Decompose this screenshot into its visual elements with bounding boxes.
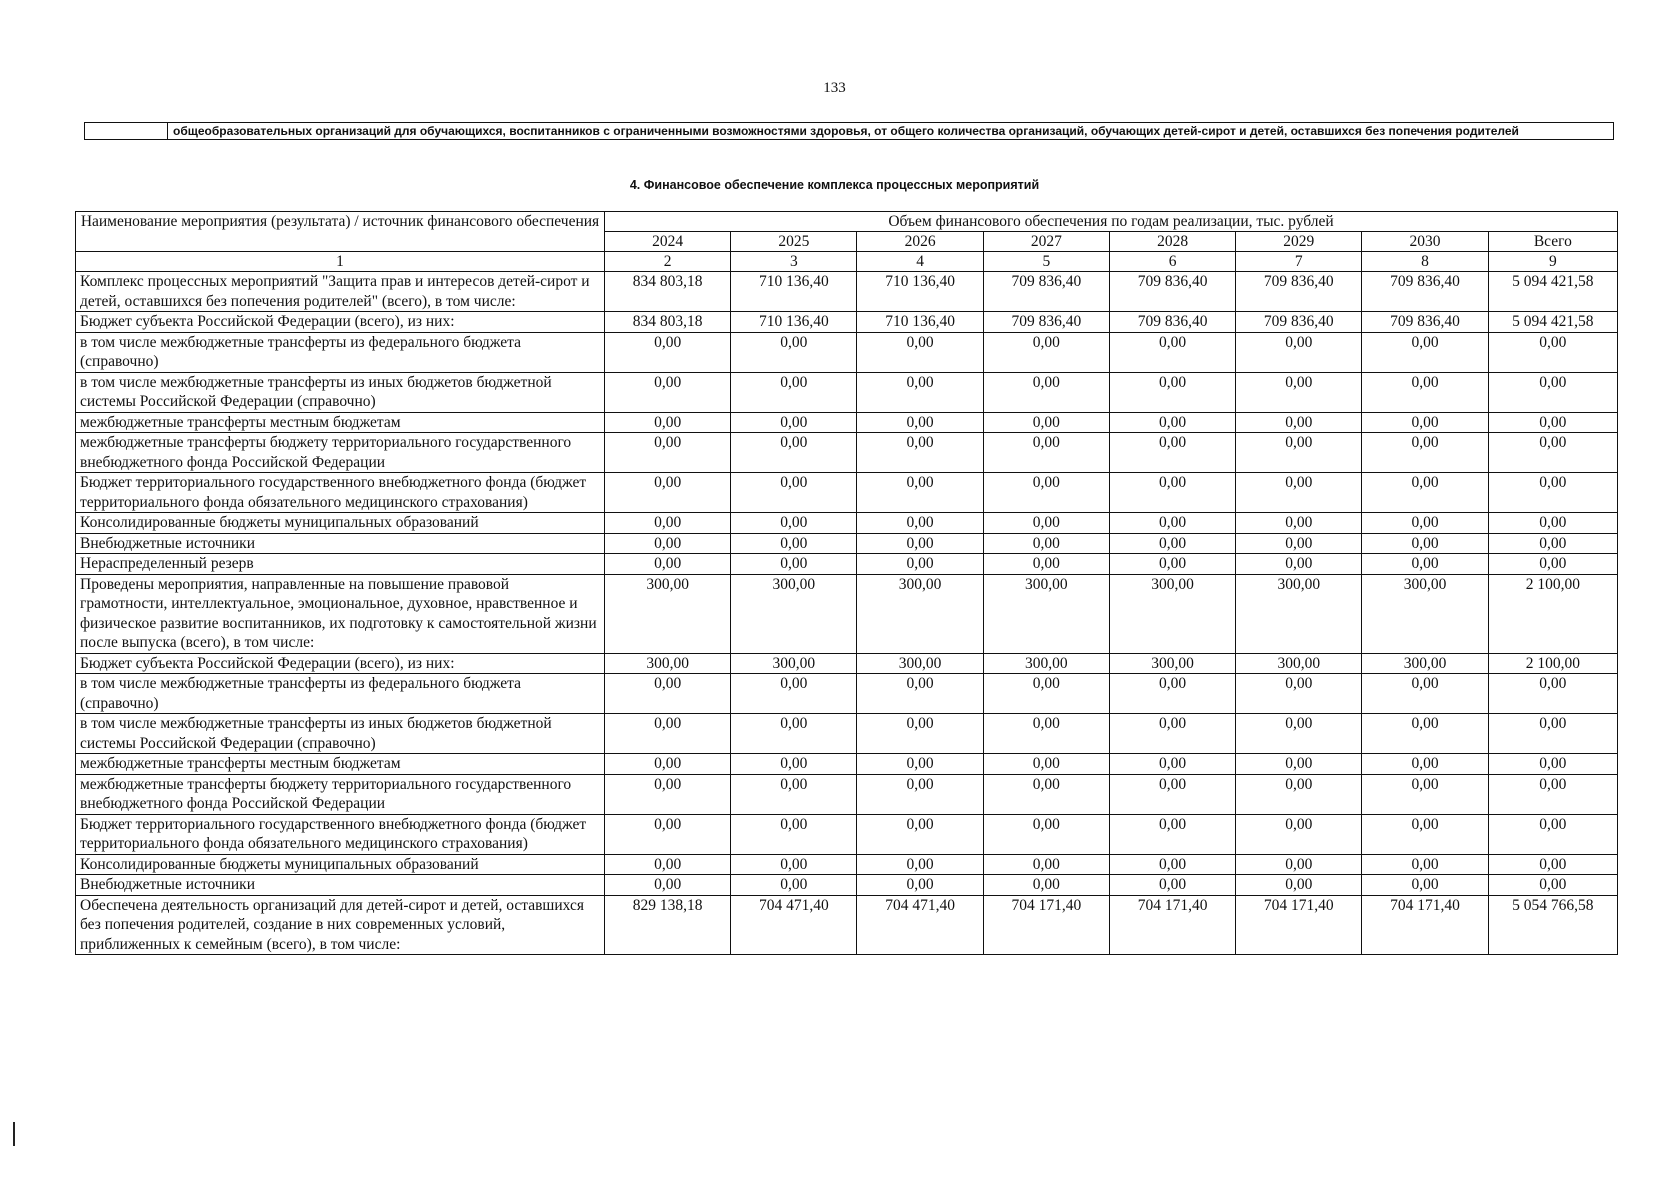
row-value-cell: 0,00 bbox=[1236, 875, 1362, 896]
row-value-cell: 0,00 bbox=[1236, 774, 1362, 814]
column-number-cell: 2 bbox=[605, 252, 731, 272]
row-total-cell: 0,00 bbox=[1488, 412, 1617, 433]
row-value-cell: 300,00 bbox=[1109, 653, 1235, 674]
row-value-cell: 0,00 bbox=[731, 412, 857, 433]
row-total-cell: 0,00 bbox=[1488, 554, 1617, 575]
header-total-cell: Всего bbox=[1488, 232, 1617, 252]
table-row bbox=[76, 332, 1618, 372]
table-row bbox=[76, 513, 1618, 534]
row-value-cell: 0,00 bbox=[731, 433, 857, 473]
column-number-cell: 9 bbox=[1488, 252, 1617, 272]
row-name-cell: в том числе межбюджетные трансферты из федерального бюджета (справочно) bbox=[76, 332, 605, 372]
row-value-cell: 0,00 bbox=[1236, 433, 1362, 473]
row-total-cell: 0,00 bbox=[1488, 513, 1617, 534]
table-row bbox=[76, 372, 1618, 412]
row-value-cell: 0,00 bbox=[857, 854, 983, 875]
row-value-cell: 0,00 bbox=[731, 473, 857, 513]
row-total-cell: 0,00 bbox=[1488, 332, 1617, 372]
row-value-cell: 0,00 bbox=[605, 875, 731, 896]
row-value-cell: 300,00 bbox=[1362, 653, 1488, 674]
row-value-cell: 0,00 bbox=[1362, 433, 1488, 473]
row-value-cell: 0,00 bbox=[605, 674, 731, 714]
table-row bbox=[76, 895, 1618, 955]
row-value-cell: 0,00 bbox=[983, 372, 1109, 412]
row-value-cell: 0,00 bbox=[857, 513, 983, 534]
table-row bbox=[76, 754, 1618, 775]
row-name-cell: межбюджетные трансферты бюджету территориального государственного внебюджетного фонда Российской Федерации bbox=[76, 774, 605, 814]
row-value-cell: 0,00 bbox=[1109, 473, 1235, 513]
row-value-cell: 0,00 bbox=[1236, 473, 1362, 513]
row-value-cell: 300,00 bbox=[1236, 574, 1362, 653]
row-value-cell: 0,00 bbox=[1236, 814, 1362, 854]
row-value-cell: 0,00 bbox=[1362, 875, 1488, 896]
row-value-cell: 0,00 bbox=[1236, 513, 1362, 534]
row-value-cell: 0,00 bbox=[1362, 533, 1488, 554]
row-name-cell: Нераспределенный резерв bbox=[76, 554, 605, 575]
row-value-cell: 0,00 bbox=[605, 754, 731, 775]
table-row bbox=[76, 554, 1618, 575]
row-value-cell: 0,00 bbox=[983, 714, 1109, 754]
row-value-cell: 0,00 bbox=[857, 875, 983, 896]
row-value-cell: 709 836,40 bbox=[1109, 272, 1235, 312]
column-number-cell: 4 bbox=[857, 252, 983, 272]
row-total-cell: 0,00 bbox=[1488, 854, 1617, 875]
table-row bbox=[76, 473, 1618, 513]
row-value-cell: 0,00 bbox=[983, 774, 1109, 814]
row-value-cell: 300,00 bbox=[983, 574, 1109, 653]
row-value-cell: 0,00 bbox=[1109, 533, 1235, 554]
row-value-cell: 0,00 bbox=[1362, 554, 1488, 575]
header-year-cell: 2026 bbox=[857, 232, 983, 252]
row-value-cell: 0,00 bbox=[1236, 412, 1362, 433]
row-value-cell: 0,00 bbox=[1109, 433, 1235, 473]
row-value-cell: 0,00 bbox=[1109, 513, 1235, 534]
page-number: 133 bbox=[823, 80, 846, 96]
column-number-cell: 5 bbox=[983, 252, 1109, 272]
row-value-cell: 709 836,40 bbox=[1236, 272, 1362, 312]
row-total-cell: 0,00 bbox=[1488, 814, 1617, 854]
row-value-cell: 0,00 bbox=[983, 332, 1109, 372]
row-value-cell: 709 836,40 bbox=[1236, 312, 1362, 333]
row-value-cell: 0,00 bbox=[605, 714, 731, 754]
row-value-cell: 709 836,40 bbox=[1362, 272, 1488, 312]
row-value-cell: 0,00 bbox=[983, 433, 1109, 473]
row-value-cell: 704 471,40 bbox=[731, 895, 857, 955]
row-name-cell: в том числе межбюджетные трансферты из иных бюджетов бюджетной системы Российской Федерации (справочно) bbox=[76, 372, 605, 412]
row-value-cell: 0,00 bbox=[1362, 754, 1488, 775]
row-value-cell: 0,00 bbox=[1362, 814, 1488, 854]
row-value-cell: 0,00 bbox=[731, 854, 857, 875]
row-value-cell: 300,00 bbox=[857, 574, 983, 653]
row-value-cell: 0,00 bbox=[1109, 412, 1235, 433]
row-value-cell: 710 136,40 bbox=[857, 312, 983, 333]
column-number-cell: 8 bbox=[1362, 252, 1488, 272]
row-name-cell: Комплекс процессных мероприятий "Защита прав и интересов детей-сирот и детей, оставшихся без попечения родителей" (всего), в том числе: bbox=[76, 272, 605, 312]
row-value-cell: 0,00 bbox=[983, 412, 1109, 433]
row-value-cell: 709 836,40 bbox=[1362, 312, 1488, 333]
table-row bbox=[76, 854, 1618, 875]
column-numbers-row bbox=[76, 252, 1618, 272]
row-value-cell: 704 471,40 bbox=[857, 895, 983, 955]
header-name-cell: Наименование мероприятия (результата) / источник финансового обеспечения bbox=[76, 212, 605, 252]
row-value-cell: 0,00 bbox=[857, 433, 983, 473]
row-name-cell: Внебюджетные источники bbox=[76, 533, 605, 554]
margin-mark bbox=[13, 1122, 15, 1146]
continuation-row bbox=[85, 123, 1614, 140]
section-title: 4. Финансовое обеспечение комплекса процессных мероприятий bbox=[629, 178, 1040, 192]
row-value-cell: 300,00 bbox=[1236, 653, 1362, 674]
row-value-cell: 834 803,18 bbox=[605, 272, 731, 312]
table-row bbox=[76, 774, 1618, 814]
table-row bbox=[76, 433, 1618, 473]
table-row bbox=[76, 272, 1618, 312]
row-value-cell: 0,00 bbox=[1236, 714, 1362, 754]
row-total-cell: 2 100,00 bbox=[1488, 653, 1617, 674]
row-value-cell: 0,00 bbox=[605, 433, 731, 473]
row-value-cell: 0,00 bbox=[1109, 814, 1235, 854]
row-value-cell: 0,00 bbox=[1236, 332, 1362, 372]
row-total-cell: 0,00 bbox=[1488, 372, 1617, 412]
financing-table-body bbox=[76, 212, 1618, 955]
row-value-cell: 0,00 bbox=[1109, 332, 1235, 372]
row-total-cell: 0,00 bbox=[1488, 774, 1617, 814]
row-name-cell: Бюджет территориального государственного внебюджетного фонда (бюджет территориального фонда обязательного медицинского страхования) bbox=[76, 473, 605, 513]
row-value-cell: 0,00 bbox=[1236, 674, 1362, 714]
row-value-cell: 709 836,40 bbox=[1109, 312, 1235, 333]
table-row bbox=[76, 714, 1618, 754]
row-value-cell: 0,00 bbox=[605, 372, 731, 412]
row-value-cell: 0,00 bbox=[1109, 754, 1235, 775]
financing-table bbox=[75, 211, 1618, 955]
row-value-cell: 0,00 bbox=[983, 533, 1109, 554]
row-value-cell: 0,00 bbox=[731, 332, 857, 372]
row-total-cell: 0,00 bbox=[1488, 533, 1617, 554]
continuation-empty-cell bbox=[85, 123, 168, 140]
row-value-cell: 710 136,40 bbox=[731, 312, 857, 333]
row-value-cell: 0,00 bbox=[983, 473, 1109, 513]
row-value-cell: 0,00 bbox=[1362, 774, 1488, 814]
header-year-cell: 2027 bbox=[983, 232, 1109, 252]
row-name-cell: в том числе межбюджетные трансферты из федерального бюджета (справочно) bbox=[76, 674, 605, 714]
row-total-cell: 0,00 bbox=[1488, 875, 1617, 896]
header-year-cell: 2028 bbox=[1109, 232, 1235, 252]
row-value-cell: 0,00 bbox=[731, 714, 857, 754]
row-value-cell: 0,00 bbox=[605, 774, 731, 814]
row-value-cell: 0,00 bbox=[1109, 774, 1235, 814]
row-value-cell: 0,00 bbox=[857, 533, 983, 554]
row-value-cell: 0,00 bbox=[1109, 714, 1235, 754]
row-value-cell: 0,00 bbox=[1109, 372, 1235, 412]
row-value-cell: 0,00 bbox=[605, 513, 731, 534]
row-value-cell: 0,00 bbox=[1109, 554, 1235, 575]
row-value-cell: 300,00 bbox=[605, 574, 731, 653]
row-value-cell: 0,00 bbox=[731, 814, 857, 854]
row-value-cell: 0,00 bbox=[983, 513, 1109, 534]
column-number-cell: 7 bbox=[1236, 252, 1362, 272]
row-value-cell: 710 136,40 bbox=[857, 272, 983, 312]
header-year-cell: 2024 bbox=[605, 232, 731, 252]
header-year-cell: 2029 bbox=[1236, 232, 1362, 252]
row-value-cell: 0,00 bbox=[857, 674, 983, 714]
row-total-cell: 0,00 bbox=[1488, 433, 1617, 473]
row-name-cell: Консолидированные бюджеты муниципальных образований bbox=[76, 513, 605, 534]
row-value-cell: 0,00 bbox=[1362, 714, 1488, 754]
header-volume-cell: Объем финансового обеспечения по годам реализации, тыс. рублей bbox=[605, 212, 1618, 232]
row-value-cell: 709 836,40 bbox=[983, 272, 1109, 312]
row-value-cell: 0,00 bbox=[1109, 854, 1235, 875]
row-value-cell: 0,00 bbox=[1236, 372, 1362, 412]
row-value-cell: 0,00 bbox=[605, 332, 731, 372]
table-row bbox=[76, 412, 1618, 433]
row-name-cell: в том числе межбюджетные трансферты из иных бюджетов бюджетной системы Российской Федерации (справочно) bbox=[76, 714, 605, 754]
row-value-cell: 0,00 bbox=[857, 554, 983, 575]
row-value-cell: 0,00 bbox=[605, 533, 731, 554]
table-row bbox=[76, 875, 1618, 896]
row-total-cell: 0,00 bbox=[1488, 754, 1617, 775]
row-total-cell: 2 100,00 bbox=[1488, 574, 1617, 653]
row-name-cell: Бюджет территориального государственного внебюджетного фонда (бюджет территориального фонда обязательного медицинского страхования) bbox=[76, 814, 605, 854]
row-value-cell: 0,00 bbox=[1362, 674, 1488, 714]
row-total-cell: 5 094 421,58 bbox=[1488, 312, 1617, 333]
row-name-cell: Консолидированные бюджеты муниципальных образований bbox=[76, 854, 605, 875]
row-value-cell: 0,00 bbox=[857, 372, 983, 412]
row-total-cell: 5 094 421,58 bbox=[1488, 272, 1617, 312]
row-value-cell: 0,00 bbox=[983, 875, 1109, 896]
row-value-cell: 0,00 bbox=[1236, 533, 1362, 554]
row-name-cell: межбюджетные трансферты местным бюджетам bbox=[76, 412, 605, 433]
row-value-cell: 300,00 bbox=[1109, 574, 1235, 653]
row-value-cell: 0,00 bbox=[1236, 754, 1362, 775]
row-value-cell: 0,00 bbox=[605, 412, 731, 433]
row-value-cell: 0,00 bbox=[983, 674, 1109, 714]
row-name-cell: межбюджетные трансферты бюджету территориального государственного внебюджетного фонда Российской Федерации bbox=[76, 433, 605, 473]
table-row bbox=[76, 533, 1618, 554]
row-value-cell: 704 171,40 bbox=[1109, 895, 1235, 955]
row-value-cell: 300,00 bbox=[605, 653, 731, 674]
row-value-cell: 704 171,40 bbox=[983, 895, 1109, 955]
row-name-cell: Бюджет субъекта Российской Федерации (всего), из них: bbox=[76, 653, 605, 674]
row-value-cell: 0,00 bbox=[1109, 674, 1235, 714]
row-value-cell: 0,00 bbox=[857, 473, 983, 513]
row-name-cell: Обеспечена деятельность организаций для детей-сирот и детей, оставшихся без попечения родителей, создание в них современных условий, приближенных к семейным (всего), в том числе: bbox=[76, 895, 605, 955]
row-value-cell: 704 171,40 bbox=[1236, 895, 1362, 955]
row-value-cell: 0,00 bbox=[731, 513, 857, 534]
header-year-cell: 2030 bbox=[1362, 232, 1488, 252]
row-value-cell: 0,00 bbox=[605, 854, 731, 875]
row-value-cell: 0,00 bbox=[731, 875, 857, 896]
row-total-cell: 0,00 bbox=[1488, 473, 1617, 513]
row-value-cell: 0,00 bbox=[731, 674, 857, 714]
row-value-cell: 0,00 bbox=[983, 554, 1109, 575]
row-total-cell: 0,00 bbox=[1488, 714, 1617, 754]
table-row bbox=[76, 814, 1618, 854]
row-name-cell: межбюджетные трансферты местным бюджетам bbox=[76, 754, 605, 775]
header-row-1 bbox=[76, 212, 1618, 232]
row-value-cell: 0,00 bbox=[605, 473, 731, 513]
row-value-cell: 0,00 bbox=[731, 372, 857, 412]
table-row bbox=[76, 312, 1618, 333]
row-value-cell: 0,00 bbox=[1236, 854, 1362, 875]
header-year-cell: 2025 bbox=[731, 232, 857, 252]
row-value-cell: 0,00 bbox=[857, 814, 983, 854]
row-value-cell: 0,00 bbox=[605, 814, 731, 854]
row-value-cell: 0,00 bbox=[857, 714, 983, 754]
row-value-cell: 0,00 bbox=[1362, 473, 1488, 513]
row-value-cell: 0,00 bbox=[1362, 513, 1488, 534]
row-value-cell: 0,00 bbox=[1109, 875, 1235, 896]
continuation-table bbox=[84, 122, 1614, 140]
row-value-cell: 0,00 bbox=[731, 754, 857, 775]
row-value-cell: 300,00 bbox=[857, 653, 983, 674]
row-value-cell: 834 803,18 bbox=[605, 312, 731, 333]
row-value-cell: 0,00 bbox=[983, 854, 1109, 875]
row-value-cell: 300,00 bbox=[1362, 574, 1488, 653]
row-value-cell: 709 836,40 bbox=[983, 312, 1109, 333]
row-value-cell: 0,00 bbox=[1362, 854, 1488, 875]
row-value-cell: 0,00 bbox=[857, 774, 983, 814]
row-name-cell: Проведены мероприятия, направленные на повышение правовой грамотности, интеллектуальное, эмоциональное, духовное, нравственное и физическое развитие воспитанников, их подготовку к самостоятельной жизни после выпуска (всего), в том числе: bbox=[76, 574, 605, 653]
continuation-text: общеобразовательных организаций для обучающихся, воспитанников с ограниченными возможностями здоровья, от общего количества организаций, обучающих детей-сирот и детей, оставшихся без попечения родителей bbox=[168, 123, 1614, 140]
row-value-cell: 0,00 bbox=[857, 412, 983, 433]
row-name-cell: Бюджет субъекта Российской Федерации (всего), из них: bbox=[76, 312, 605, 333]
row-value-cell: 0,00 bbox=[1362, 332, 1488, 372]
row-value-cell: 0,00 bbox=[605, 554, 731, 575]
row-value-cell: 0,00 bbox=[731, 533, 857, 554]
column-number-cell: 1 bbox=[76, 252, 605, 272]
row-value-cell: 0,00 bbox=[1362, 412, 1488, 433]
row-value-cell: 0,00 bbox=[731, 554, 857, 575]
row-value-cell: 0,00 bbox=[857, 332, 983, 372]
row-value-cell: 300,00 bbox=[731, 653, 857, 674]
row-name-cell: Внебюджетные источники bbox=[76, 875, 605, 896]
row-value-cell: 0,00 bbox=[983, 754, 1109, 775]
row-value-cell: 0,00 bbox=[1362, 372, 1488, 412]
row-value-cell: 829 138,18 bbox=[605, 895, 731, 955]
column-number-cell: 6 bbox=[1109, 252, 1235, 272]
table-row bbox=[76, 574, 1618, 653]
column-number-cell: 3 bbox=[731, 252, 857, 272]
row-value-cell: 0,00 bbox=[731, 774, 857, 814]
row-value-cell: 0,00 bbox=[857, 754, 983, 775]
row-value-cell: 300,00 bbox=[731, 574, 857, 653]
table-row bbox=[76, 653, 1618, 674]
row-total-cell: 0,00 bbox=[1488, 674, 1617, 714]
row-value-cell: 0,00 bbox=[983, 814, 1109, 854]
table-row bbox=[76, 674, 1618, 714]
row-value-cell: 704 171,40 bbox=[1362, 895, 1488, 955]
row-value-cell: 710 136,40 bbox=[731, 272, 857, 312]
row-total-cell: 5 054 766,58 bbox=[1488, 895, 1617, 955]
row-value-cell: 0,00 bbox=[1236, 554, 1362, 575]
row-value-cell: 300,00 bbox=[983, 653, 1109, 674]
